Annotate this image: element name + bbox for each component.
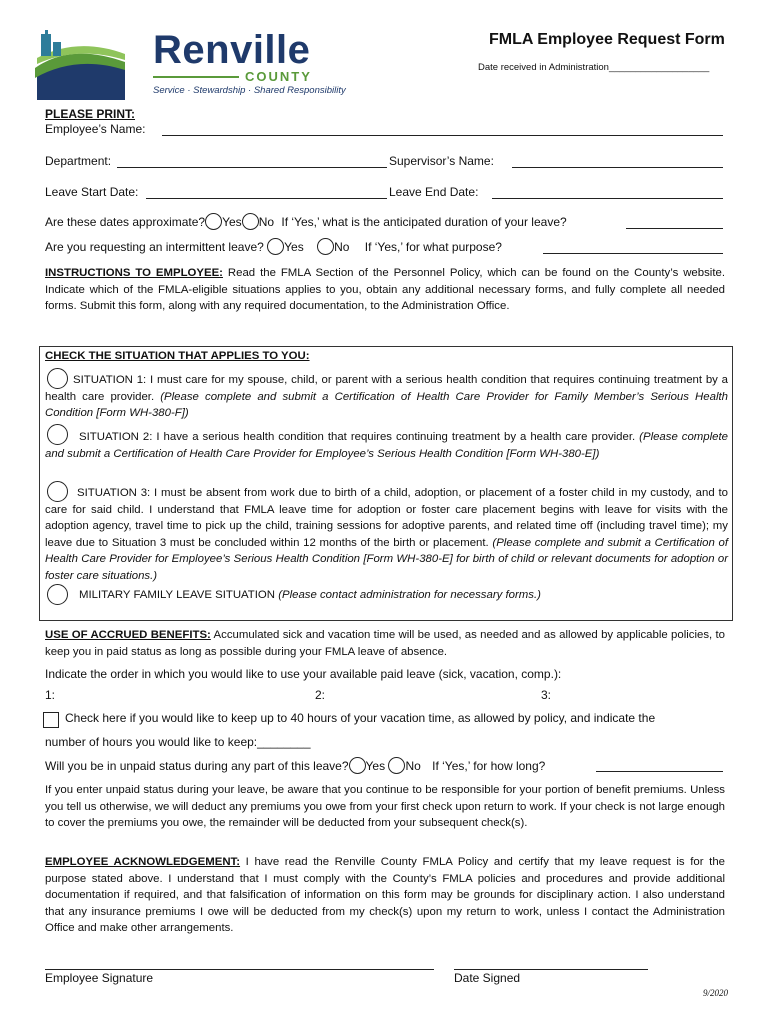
leave-start-field[interactable] bbox=[146, 198, 387, 199]
unpaid-duration-field[interactable] bbox=[596, 771, 723, 772]
vacation-keep-checkbox[interactable] bbox=[43, 712, 59, 728]
logo-county: COUNTY bbox=[245, 69, 312, 84]
employee-signature-field[interactable] bbox=[45, 969, 434, 970]
intermittent-question-text: Are you requesting an intermittent leave? bbox=[45, 240, 264, 254]
form-title: FMLA Employee Request Form bbox=[489, 31, 725, 48]
please-print-heading: PLEASE PRINT: bbox=[45, 107, 136, 121]
benefits-body: Accumulated sick and vacation time will be used, as needed and as allowed by applicable policies, to keep you in paid status as long as possible during your FMLA leave of absence. bbox=[45, 629, 725, 658]
hours-to-keep: number of hours you would like to keep:________ bbox=[45, 735, 311, 749]
intermittent-yes-radio[interactable] bbox=[267, 238, 284, 255]
situation-2-radio[interactable] bbox=[47, 424, 68, 445]
military-text: MILITARY FAMILY LEAVE SITUATION bbox=[79, 589, 279, 601]
unpaid-yes-radio[interactable] bbox=[349, 757, 366, 774]
ack-block bbox=[45, 854, 725, 937]
approx-no-label: No bbox=[258, 215, 275, 229]
situation-1 bbox=[45, 368, 728, 422]
approx-yes-label: Yes bbox=[222, 215, 242, 229]
situation-3-instruction: (Please complete and submit a Certification of Health Care Provider for Employee’s Serious Health Condition [Form WH-380-E] for birth of child or relevant documents for adoption or foster care situations.) bbox=[45, 536, 728, 582]
situation-1-text: SITUATION 1: I must care for my spouse, child, or parent with a serious health condition that requires continuing treatment by a health care provider. bbox=[45, 374, 728, 403]
unpaid-follow: If ‘Yes,’ for how long? bbox=[432, 759, 546, 773]
ack-heading: EMPLOYEE ACKNOWLEDGEMENT: bbox=[45, 856, 241, 868]
instructions-body: Read the FMLA Section of the Personnel Policy, which can be found on the County’s website. Indicate which of the FMLA-eligible situations applies to you, obtain any additional necessary forms, and fully complete all needed forms. Submit this form, along with any required documentation, to the Administration Office. bbox=[45, 267, 725, 312]
situation-1-instruction: (Please complete and submit a Certification of Health Care Provider for Family Member’s Serious Health Condition [Form WH-380-F]) bbox=[45, 390, 728, 419]
approx-no-radio[interactable] bbox=[242, 213, 259, 230]
landscape-logo-icon bbox=[33, 28, 129, 100]
order-3-label: 3: bbox=[541, 688, 552, 702]
intermittent-purpose-field[interactable] bbox=[543, 253, 723, 254]
logo-rule bbox=[153, 76, 239, 78]
supervisor-field[interactable] bbox=[512, 167, 723, 168]
leave-start-label: Leave Start Date: bbox=[45, 185, 139, 199]
intermittent-question bbox=[45, 238, 502, 255]
date-signed-label: Date Signed bbox=[454, 971, 521, 985]
date-received: Date received in Administration___________________ bbox=[478, 62, 710, 73]
order-2-label: 2: bbox=[315, 688, 326, 702]
unpaid-yes-label: Yes bbox=[365, 759, 386, 773]
situations-heading: CHECK THE SITUATION THAT APPLIES TO YOU: bbox=[45, 350, 310, 362]
unpaid-notice: If you enter unpaid status during your leave, be aware that you continue to be responsible for your portion of benefit premiums. Unless you tell us otherwise, we will deduct any premiums you owe from your first check upon return to work. If your check is not large enough to cover the premiums you owe, the remainder will be deducted from your subsequent check(s). bbox=[45, 784, 725, 829]
leave-order-text: Indicate the order in which you would like to use your available paid leave (sick, vacation, comp.): bbox=[45, 667, 562, 681]
logo-tagline: Service · Stewardship · Shared Responsibility bbox=[153, 85, 346, 96]
military-instruction: (Please contact administration for necessary forms.) bbox=[278, 589, 541, 601]
intermittent-yes-label: Yes bbox=[284, 240, 304, 254]
employee-name-label: Employee’s Name: bbox=[45, 122, 146, 136]
situation-2-instruction: (Please complete and submit a Certification of Health Care Provider for Employee’s Serious Health Condition [Form WH-380-E]) bbox=[45, 431, 728, 460]
military-radio[interactable] bbox=[47, 584, 68, 605]
approx-question-text: Are these dates approximate? bbox=[45, 215, 206, 229]
unpaid-no-radio[interactable] bbox=[388, 757, 405, 774]
date-signed-field[interactable] bbox=[454, 969, 648, 970]
logo-name: Renville bbox=[153, 28, 311, 72]
military-situation bbox=[45, 584, 728, 601]
ack-body: I have read the Renville County FMLA Policy and certify that my leave request is for the purpose stated above. I understand that I must comply with the County’s FMLA policies and procedures and provide additional documentation if required, and that falsification of information on this form may be grounds for disciplinary action. I also understand that any insurance premiums I owe will be deducted from my check(s) upon my return to work, unless I contact the Administration Office and make other arrangements. bbox=[45, 856, 725, 934]
department-label: Department: bbox=[45, 154, 112, 168]
situation-2 bbox=[45, 424, 728, 462]
form-version: 9/2020 bbox=[703, 988, 729, 998]
situation-1-radio[interactable] bbox=[47, 368, 68, 389]
leave-end-label: Leave End Date: bbox=[389, 185, 479, 199]
instructions-heading: INSTRUCTIONS TO EMPLOYEE: bbox=[45, 267, 223, 279]
intermittent-no-radio[interactable] bbox=[317, 238, 334, 255]
situation-3-text: SITUATION 3: I must be absent from work due to birth of a child, adoption, or placement of a foster child in my custody, and to care for said child. I understand that FMLA leave time for adoption or foster care placement begins with leave for visits with the adoption agency, travel time to pick up the child, training sessions for adoptive parents, and related time off (including travel time); my leave due to Situation 3 must be concluded within 12 months of the birth or placement. bbox=[45, 487, 728, 549]
situation-3-radio[interactable] bbox=[47, 481, 68, 502]
unpaid-no-label: No bbox=[405, 759, 421, 773]
employee-name-field[interactable] bbox=[162, 135, 723, 136]
benefits-block bbox=[45, 627, 725, 660]
intermittent-follow: If ‘Yes,’ for what purpose? bbox=[364, 240, 502, 254]
supervisor-label: Supervisor’s Name: bbox=[389, 154, 494, 168]
county-logo bbox=[33, 28, 346, 100]
approx-question bbox=[45, 213, 567, 230]
situation-2-text: SITUATION 2: I have a serious health condition that requires continuing treatment by a health care provider. bbox=[79, 431, 640, 443]
approx-yes-radio[interactable] bbox=[205, 213, 222, 230]
employee-signature-label: Employee Signature bbox=[45, 971, 154, 985]
unpaid-question bbox=[45, 757, 545, 774]
unpaid-question-text: Will you be in unpaid status during any part of this leave? bbox=[45, 759, 349, 773]
benefits-heading: USE OF ACCRUED BENEFITS: bbox=[45, 629, 211, 641]
leave-end-field[interactable] bbox=[492, 198, 723, 199]
approx-duration-field[interactable] bbox=[626, 228, 723, 229]
intermittent-no-label: No bbox=[334, 240, 350, 254]
order-1-label: 1: bbox=[45, 688, 56, 702]
department-field[interactable] bbox=[117, 167, 387, 168]
approx-follow: If ‘Yes,’ what is the anticipated duration of your leave? bbox=[281, 215, 567, 229]
situation-3 bbox=[45, 481, 728, 584]
vacation-keep-text: Check here if you would like to keep up to 40 hours of your vacation time, as allowed by policy, and indicate the bbox=[65, 711, 656, 725]
instructions-block bbox=[45, 265, 725, 315]
